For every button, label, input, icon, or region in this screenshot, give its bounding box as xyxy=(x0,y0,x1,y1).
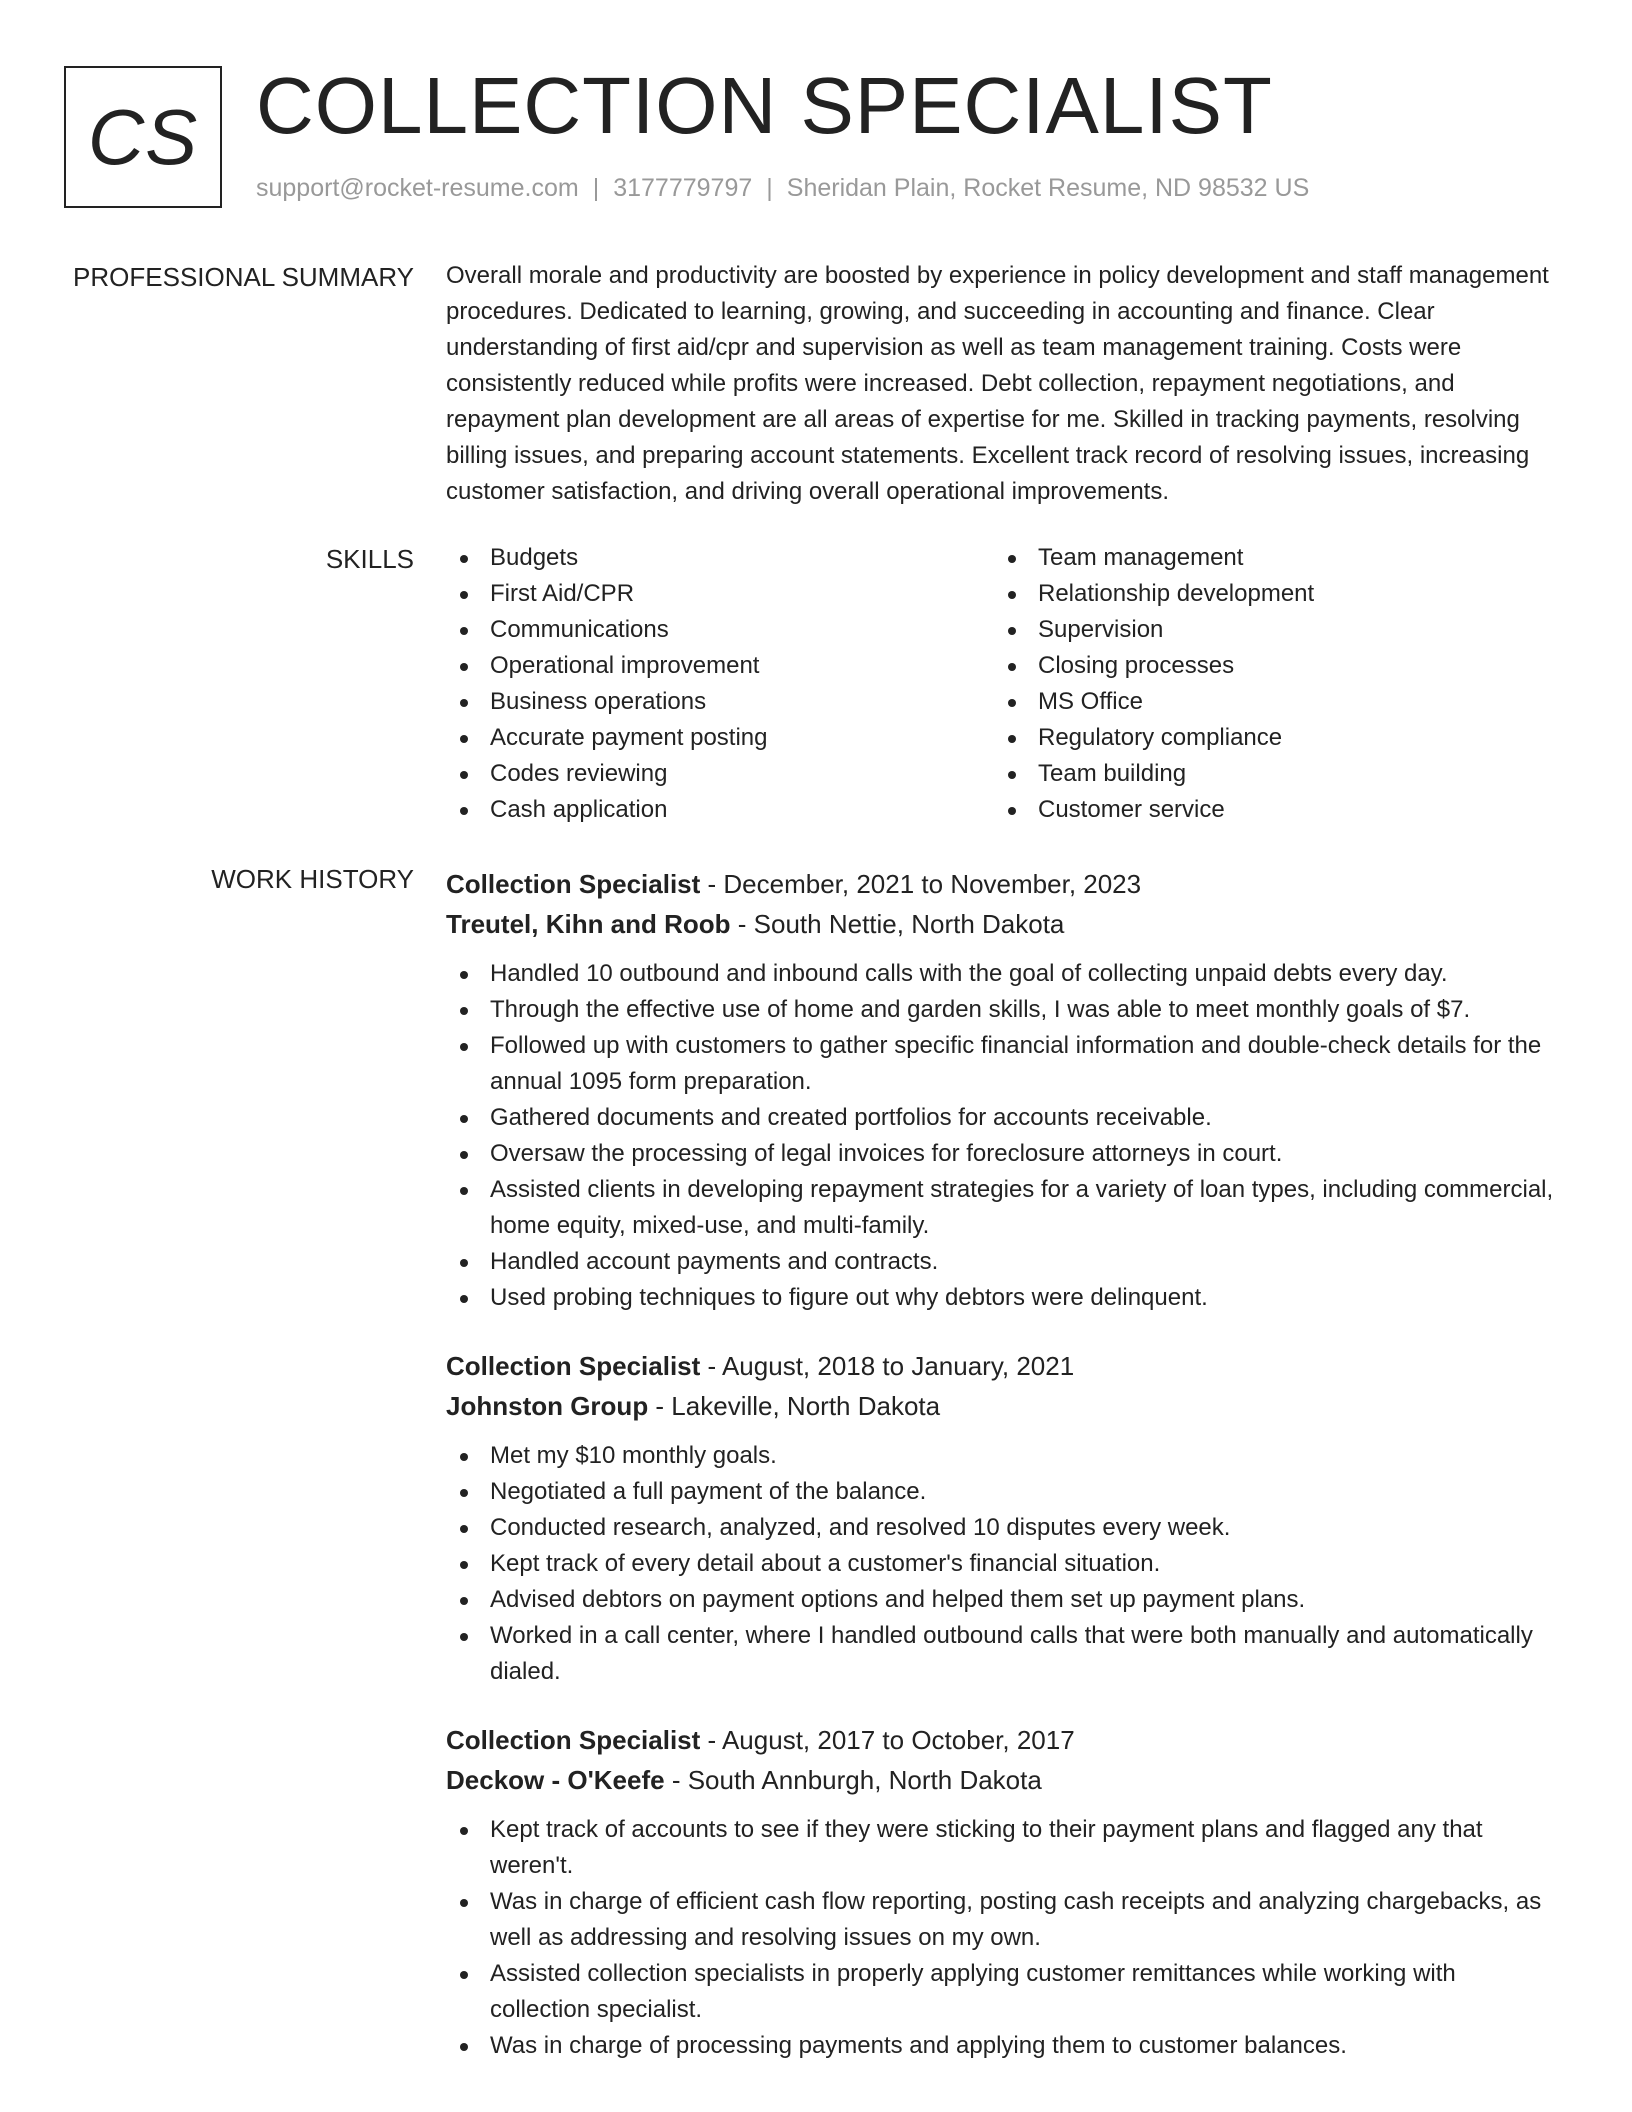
job-bullet: Oversaw the processing of legal invoices for foreclosure attorneys in court. xyxy=(446,1136,1556,1172)
job-bullet: Was in charge of processing payments and applying them to customer balances. xyxy=(446,2028,1556,2064)
job-bullet: Through the effective use of home and garden skills, I was able to meet monthly goals of $7. xyxy=(446,992,1556,1028)
skill-item: First Aid/CPR xyxy=(446,576,994,612)
skills-list-right xyxy=(994,540,1542,828)
job-location: - South Nettie, North Dakota xyxy=(730,909,1065,939)
job-company-line xyxy=(446,1760,1556,1800)
skill-item: Accurate payment posting xyxy=(446,720,994,756)
job-bullet: Assisted clients in developing repayment strategies for a variety of loan types, including commercial, home equity, mixed-use, and multi-family. xyxy=(446,1172,1556,1244)
job-entry xyxy=(446,1720,1556,2064)
skill-item: MS Office xyxy=(994,684,1542,720)
section-heading-skills: SKILLS xyxy=(325,544,414,574)
job-title: Collection Specialist xyxy=(446,1351,701,1381)
contact-separator: | xyxy=(592,174,600,202)
skill-item: Cash application xyxy=(446,792,994,828)
job-title: Collection Specialist xyxy=(446,869,701,899)
job-company: Johnston Group xyxy=(446,1391,649,1421)
job-bullets xyxy=(446,1812,1556,2064)
job-bullet: Assisted collection specialists in properly applying customer remittances while working with collection specialist. xyxy=(446,1956,1556,2028)
work-history-body xyxy=(446,864,1556,2094)
job-bullet: Advised debtors on payment options and helped them set up payment plans. xyxy=(446,1582,1556,1618)
page-title: COLLECTION SPECIALIST xyxy=(256,61,1273,150)
job-company-line xyxy=(446,1386,1556,1426)
job-bullets xyxy=(446,1438,1556,1690)
job-bullet: Used probing techniques to figure out why debtors were delinquent. xyxy=(446,1280,1556,1316)
job-location: - Lakeville, North Dakota xyxy=(648,1391,941,1421)
contact-separator: | xyxy=(766,174,773,202)
skill-item: Relationship development xyxy=(994,576,1542,612)
section-heading-work-history: WORK HISTORY xyxy=(211,864,414,894)
skill-item: Team management xyxy=(994,540,1542,576)
job-bullet: Gathered documents and created portfolios for accounts receivable. xyxy=(446,1100,1556,1136)
job-entry xyxy=(446,864,1556,1316)
skill-item: Business operations xyxy=(446,684,994,720)
skill-item: Supervision xyxy=(994,612,1542,648)
job-bullet: Kept track of accounts to see if they were sticking to their payment plans and flagged any that weren't. xyxy=(446,1812,1556,1884)
job-title: Collection Specialist xyxy=(446,1725,701,1755)
job-bullets xyxy=(446,956,1556,1316)
job-company-line xyxy=(446,904,1556,944)
skill-item: Operational improvement xyxy=(446,648,994,684)
job-bullet: Negotiated a full payment of the balance. xyxy=(446,1474,1556,1510)
job-location: - South Annburgh, North Dakota xyxy=(664,1765,1042,1795)
job-dates: - August, 2017 to October, 2017 xyxy=(700,1725,1075,1755)
skill-item: Budgets xyxy=(446,540,994,576)
summary-text: Overall morale and productivity are boosted by experience in policy development and staff management procedures. Dedicated to learning, growing, and succeeding in accounting and finance. Clear understanding of first aid/cpr and supervision as well as team management training. Costs were consistently reduced while profits were increased. Debt collection, repayment negotiations, and repayment plan development are all areas of expertise for me. Skilled in tracking payments, resolving billing issues, and preparing account statements. Excellent track record of resolving issues, increasing customer satisfaction, and driving overall operational improvements. xyxy=(446,262,1549,505)
skill-item: Closing processes xyxy=(994,648,1542,684)
contact-phone[interactable]: 3177779797 xyxy=(613,174,753,202)
contact-line xyxy=(256,174,1309,203)
skill-item: Customer service xyxy=(994,792,1542,828)
contact-address: Sheridan Plain, Rocket Resume, ND 98532 US xyxy=(786,174,1310,202)
job-title-line xyxy=(446,1720,1556,1760)
job-bullet: Met my $10 monthly goals. xyxy=(446,1438,1556,1474)
job-bullet: Was in charge of efficient cash flow reporting, posting cash receipts and analyzing chargebacks, as well as addressing and resolving issues on my own. xyxy=(446,1884,1556,1956)
job-title-line xyxy=(446,1346,1556,1386)
job-dates: - August, 2018 to January, 2021 xyxy=(700,1351,1075,1381)
skill-item: Communications xyxy=(446,612,994,648)
job-bullet: Kept track of every detail about a customer's financial situation. xyxy=(446,1546,1556,1582)
job-company: Treutel, Kihn and Roob xyxy=(446,909,731,939)
skills-list-left xyxy=(446,540,994,828)
contact-email[interactable]: support@rocket-resume.com xyxy=(256,174,579,202)
job-bullet: Handled account payments and contracts. xyxy=(446,1244,1556,1280)
skill-item: Codes reviewing xyxy=(446,756,994,792)
job-bullet: Conducted research, analyzed, and resolved 10 disputes every week. xyxy=(446,1510,1556,1546)
job-company: Deckow - O'Keefe xyxy=(446,1765,665,1795)
skill-item: Regulatory compliance xyxy=(994,720,1542,756)
section-heading-summary: PROFESSIONAL SUMMARY xyxy=(73,262,414,292)
resume-header xyxy=(64,61,1564,210)
job-bullet: Followed up with customers to gather specific financial information and double-check details for the annual 1095 form preparation. xyxy=(446,1028,1556,1100)
skill-item: Team building xyxy=(994,756,1542,792)
job-dates: - December, 2021 to November, 2023 xyxy=(700,869,1142,899)
job-entry xyxy=(446,1346,1556,1690)
job-bullet: Worked in a call center, where I handled outbound calls that were both manually and automatically dialed. xyxy=(446,1618,1556,1690)
job-bullet: Handled 10 outbound and inbound calls with the goal of collecting unpaid debts every day. xyxy=(446,956,1556,992)
job-title-line xyxy=(446,864,1556,904)
skills-columns xyxy=(446,540,1556,828)
monogram-logo: CS xyxy=(64,66,222,208)
